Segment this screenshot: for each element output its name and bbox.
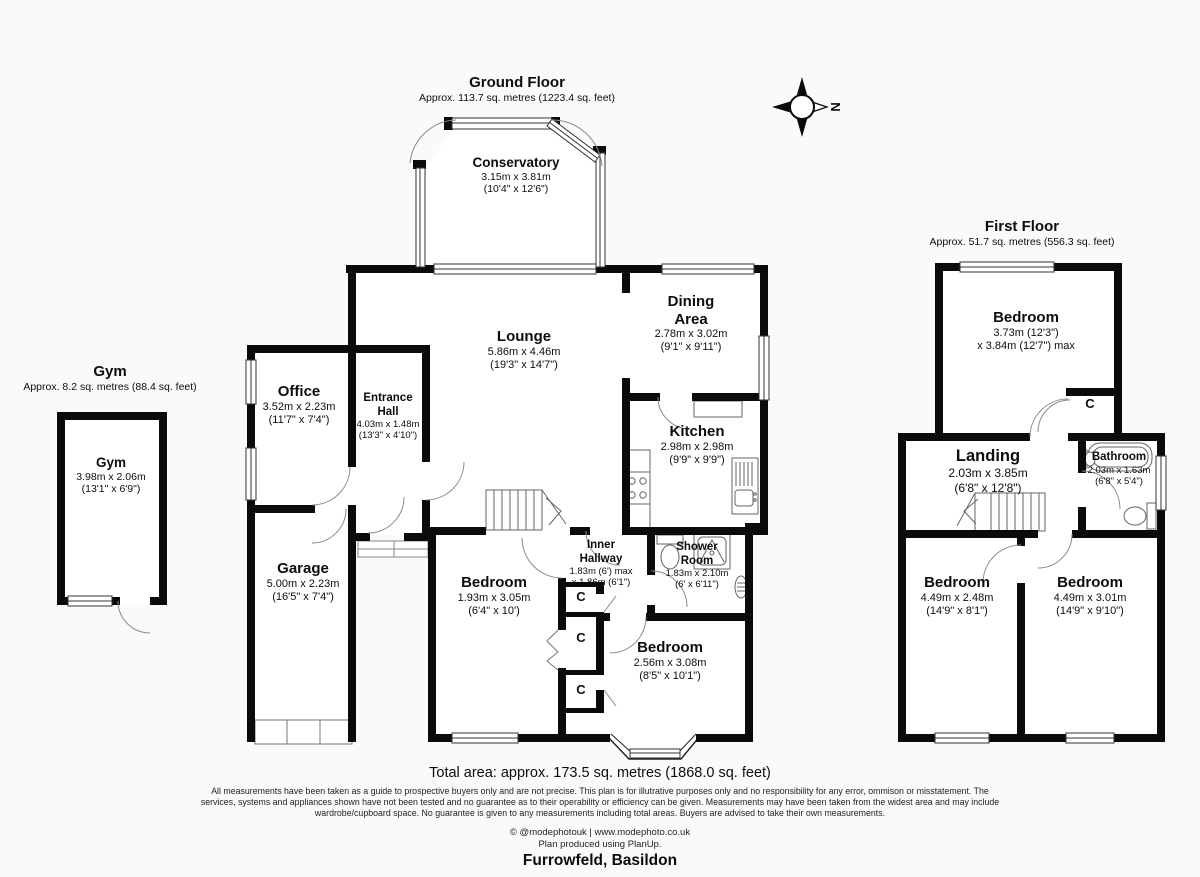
window-bedroom-gf xyxy=(452,733,518,743)
window-conservatory-top xyxy=(452,118,552,129)
room-dims-metric: 4.49m x 2.48m xyxy=(920,591,994,604)
room-label-bedroom-ff-right xyxy=(1054,574,1127,618)
window-ff-bedroom-right xyxy=(1066,733,1114,743)
room-dims-imperial: (6'8" x 5'4") xyxy=(1095,475,1143,487)
room-name: Office xyxy=(277,383,321,400)
door-gym xyxy=(118,601,150,633)
compass-north-label: N xyxy=(828,102,843,112)
room-dims-imperial: (9'1" x 9'11") xyxy=(660,341,722,354)
room-name: Entrance xyxy=(363,392,413,404)
room-dims-imperial: (9'9" x 9'9") xyxy=(669,453,725,466)
room-label-office xyxy=(263,383,336,427)
room-name: Bedroom xyxy=(924,574,990,591)
room-dims-metric: 3.15m x 3.81m xyxy=(481,170,551,183)
disclaimer-line: wardrobe/cupboard space. No guarantee is given to any measurements including total areas. Buyers are advised to take their own measurements. xyxy=(314,808,886,818)
room-dims-imperial: (13'3" x 4'10") xyxy=(358,430,418,442)
window-dining-side xyxy=(759,336,769,400)
room-name: Hall xyxy=(377,405,399,418)
room-dims-metric: 5.86m x 4.46m xyxy=(487,345,561,358)
room-label-bedroom-ff-top xyxy=(977,309,1075,353)
room-dims-imperial: (19'3" x 14'7") xyxy=(490,358,558,371)
room-dims-metric: 3.98m x 2.06m xyxy=(76,470,146,483)
room-dims-imperial: (10'4" x 12'6") xyxy=(483,183,549,196)
room-label-bathroom xyxy=(1088,451,1151,487)
credit-line: © @modephotouk | www.modephoto.co.uk xyxy=(509,827,691,838)
room-dims-imperial: (6' x 6'11") xyxy=(675,579,719,591)
room-dims-metric: 1.83m (6') max xyxy=(569,566,633,578)
room-dims-metric: 2.56m x 3.08m xyxy=(633,656,707,669)
window-ff-bedroom-left xyxy=(935,733,989,743)
room-name: Bedroom xyxy=(993,309,1059,326)
window-ff-bedroom-top xyxy=(960,262,1054,272)
window-conservatory-opening xyxy=(434,264,596,274)
room-label-bedroom-gf-right xyxy=(634,639,707,683)
room-name: Kitchen xyxy=(669,423,725,440)
room-label-inner-hallway xyxy=(569,539,632,589)
room-dims-metric: 2.03m x 1.63m xyxy=(1087,464,1151,476)
room-dims-imperial: (13'1" x 6'9") xyxy=(81,483,141,496)
room-name: Hallway xyxy=(579,552,623,565)
room-name: Bathroom xyxy=(1091,451,1147,463)
room-dims-metric: 4.03m x 1.48m xyxy=(356,419,420,431)
credit-line: Plan produced using PlanUp. xyxy=(538,839,662,850)
cupboard-label: C xyxy=(576,682,586,697)
room-dims-imperial: (11'7" x 7'4") xyxy=(268,413,330,426)
window-office-1 xyxy=(246,360,256,404)
window-conservatory-left xyxy=(416,168,425,267)
room-dims-imperial: x 3.84m (12'7") max xyxy=(977,339,1075,352)
section-subtitle: Approx. 8.2 sq. metres (88.4 sq. feet) xyxy=(23,380,197,393)
room-label-gym xyxy=(76,455,145,496)
porch-steps xyxy=(358,541,428,557)
room-name: Bedroom xyxy=(461,574,527,591)
room-name: Inner xyxy=(586,539,616,551)
room-name: Area xyxy=(674,310,708,328)
window-conservatory-right xyxy=(596,153,605,267)
cupboard-label: C xyxy=(576,589,586,604)
room-label-conservatory xyxy=(472,155,559,196)
room-label-landing xyxy=(948,447,1027,495)
room-name: Conservatory xyxy=(472,155,560,170)
section-subtitle: Approx. 113.7 sq. metres (1223.4 sq. feet) xyxy=(419,91,615,104)
ground-floor-title xyxy=(419,74,615,104)
cupboard-label: C xyxy=(576,630,586,645)
room-label-garage xyxy=(267,560,340,604)
cupboard-label: C xyxy=(1085,396,1095,411)
room-dims-metric: 1.83m x 2.10m xyxy=(665,568,729,580)
room-name: Lounge xyxy=(496,328,552,345)
room-name: Landing xyxy=(955,447,1021,465)
room-label-shower-room xyxy=(666,541,729,591)
room-dims-metric: 2.03m x 3.85m xyxy=(948,466,1028,481)
section-title: First Floor xyxy=(984,218,1060,235)
window-office-2 xyxy=(246,448,256,500)
room-dims-metric: 5.00m x 2.23m xyxy=(266,577,340,590)
section-title: Ground Floor xyxy=(469,74,565,91)
room-dims-metric: 3.52m x 2.23m xyxy=(262,400,336,413)
room-name: Dining xyxy=(667,293,715,310)
room-label-entrance-hall xyxy=(357,392,420,442)
room-name: Gym xyxy=(95,455,127,470)
garage-door xyxy=(255,720,352,744)
window-gym xyxy=(68,596,112,606)
room-name: Garage xyxy=(277,560,329,577)
room-dims-imperial: (14'9" x 8'1") xyxy=(926,604,988,617)
room-label-lounge xyxy=(488,328,561,372)
disclaimer-line: All measurements have been taken as a guide to prospective buyers only and are not precise. This plan is for illutrative purposes only and no responsibility for any error, ommison or misstatement. The xyxy=(211,786,989,796)
compass xyxy=(772,77,843,137)
room-name: Room xyxy=(680,554,714,567)
room-dims-imperial: x 1.86m (6'1") xyxy=(571,577,631,589)
room-dims-metric: 4.49m x 3.01m xyxy=(1053,591,1127,604)
window-bay xyxy=(630,749,680,758)
room-name: Bedroom xyxy=(637,639,703,656)
room-dims-imperial: (6'8" x 12'8") xyxy=(954,480,1022,495)
room-label-kitchen xyxy=(661,423,734,467)
room-dims-imperial: (8'5" x 10'1") xyxy=(639,669,701,682)
room-dims-imperial: (16'5" x 7'4") xyxy=(272,590,334,603)
window-dining xyxy=(662,264,754,274)
section-subtitle: Approx. 51.7 sq. metres (556.3 sq. feet) xyxy=(929,235,1115,248)
room-dims-imperial: (6'4" x 10') xyxy=(468,604,520,617)
room-label-bedroom-gf-left xyxy=(458,574,531,618)
room-label-dining-area xyxy=(655,293,728,354)
room-dims-metric: 2.98m x 2.98m xyxy=(660,440,734,453)
first-floor-title xyxy=(929,218,1114,248)
window-bathroom xyxy=(1156,456,1166,510)
property-title: Furrowfeld, Basildon xyxy=(522,852,678,869)
room-label-bedroom-ff-left xyxy=(921,574,994,618)
section-title: Gym xyxy=(93,363,127,380)
room-dims-metric: 3.73m (12'3") xyxy=(993,326,1059,339)
kitchen-sink xyxy=(732,458,758,514)
room-dims-imperial: (14'9" x 9'10") xyxy=(1056,604,1124,617)
room-dims-metric: 1.93m x 3.05m xyxy=(457,591,531,604)
gym-section-title xyxy=(23,363,196,393)
total-area: Total area: approx. 173.5 sq. metres (1868.0 sq. feet) xyxy=(429,765,771,781)
disclaimer-line: services, systems and appliances shown have not been tested and no guarantee as to their operability or efficiency can be given. Measurements may have been taken from the widest area and may include xyxy=(200,797,1000,807)
room-name: Shower xyxy=(676,541,718,553)
room-dims-metric: 2.78m x 3.02m xyxy=(654,328,728,341)
room-name: Bedroom xyxy=(1057,574,1123,591)
